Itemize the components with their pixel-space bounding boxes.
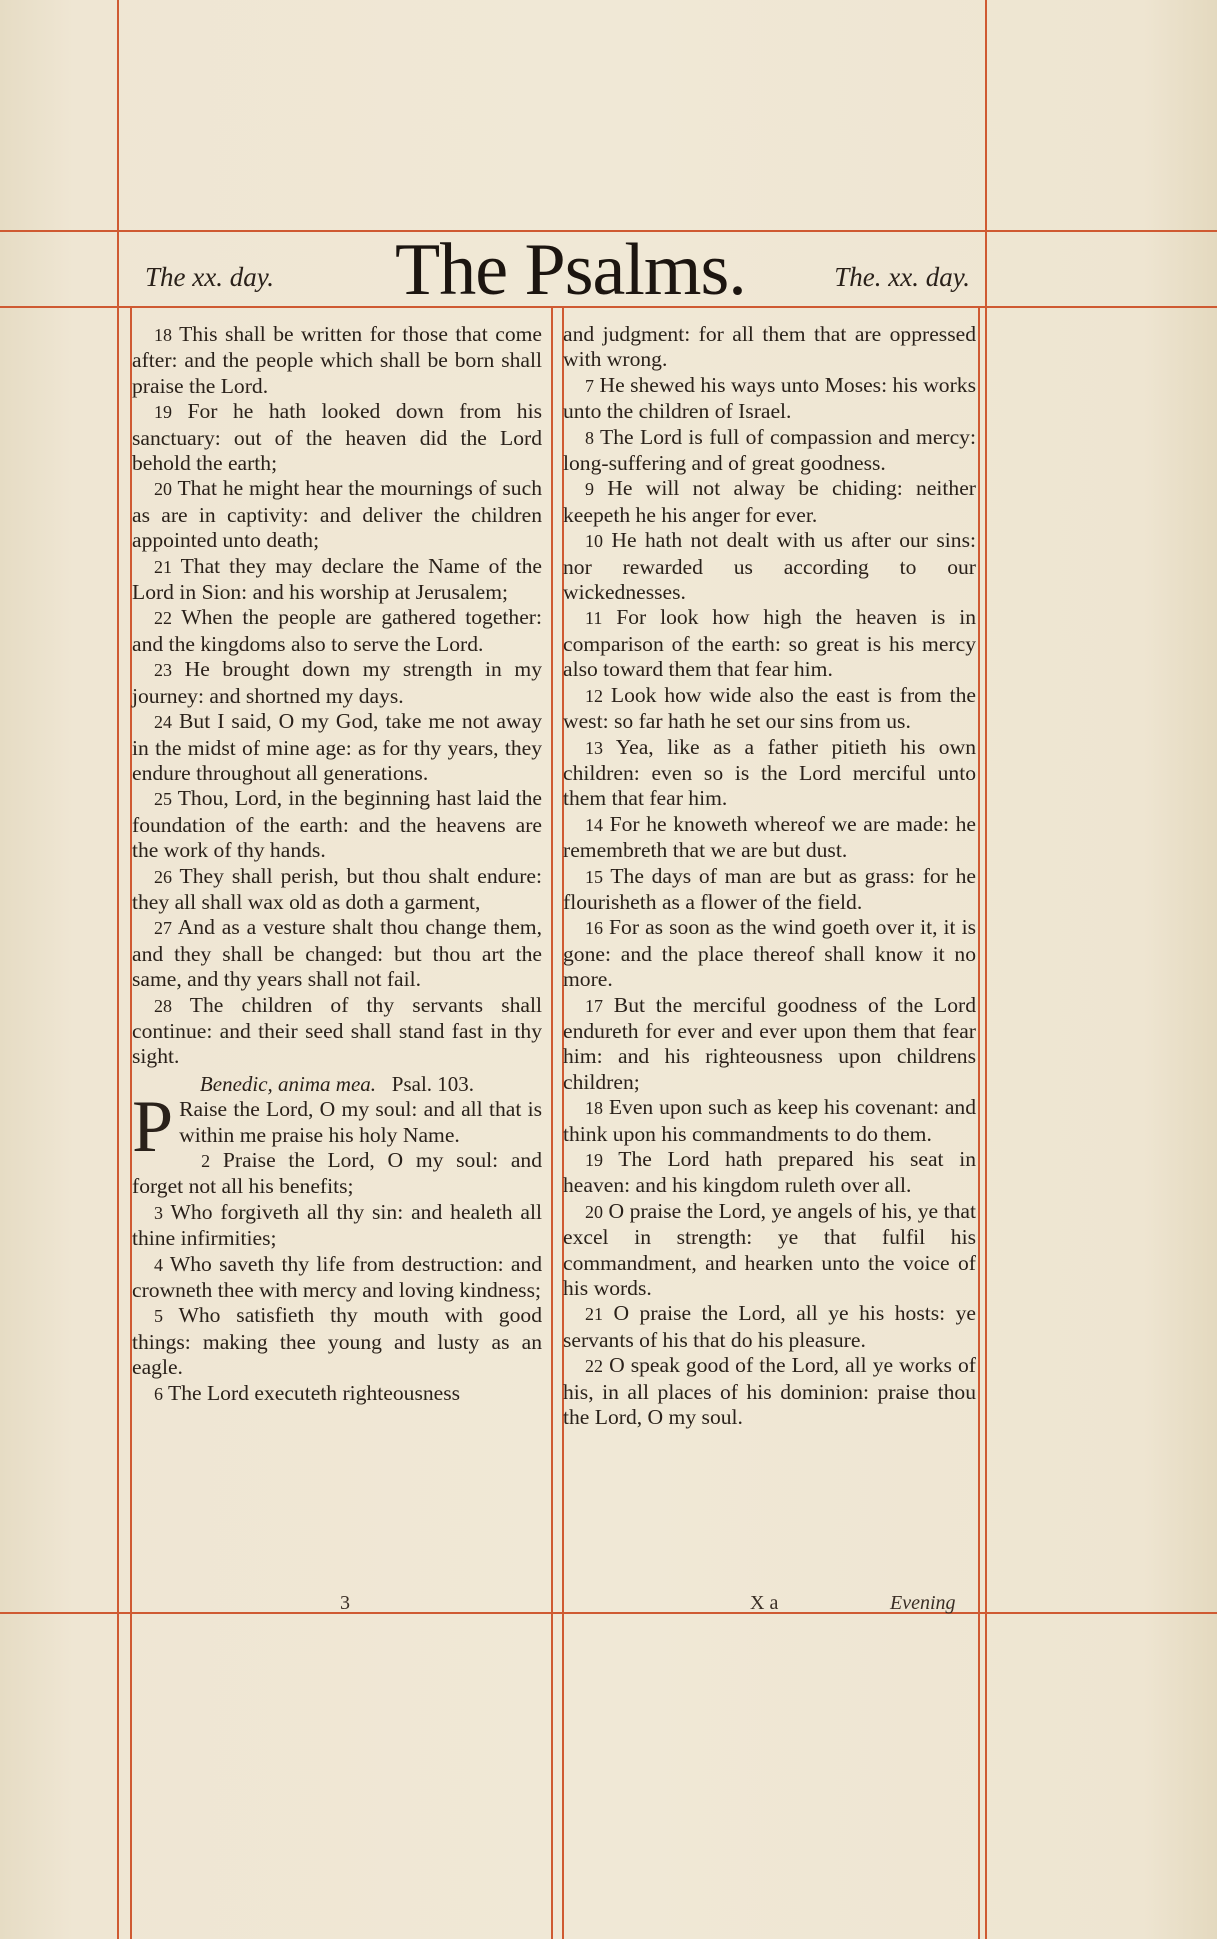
continuation-text: and judgment: for all them that are oppressed with wrong. (563, 322, 976, 372)
verse-number: 18 (585, 1098, 603, 1119)
verse (563, 735, 976, 812)
verse-text: When the people are gathered together: and the kingdoms also to serve the Lord. (132, 605, 542, 656)
verse-number: 20 (154, 479, 172, 500)
verse-text: Even upon such as keep his covenant: and think upon his commandments to do them. (563, 1095, 976, 1146)
verse-text: And as a vesture shalt thou change them, and they shall be changed: but thou art the same, and thy years shall not fail. (132, 915, 542, 992)
verse-text: The Lord is full of compassion and mercy: long-suffering and of great goodness. (563, 424, 976, 476)
verse (132, 399, 542, 476)
right-verses (563, 373, 976, 1431)
verse-number: 24 (154, 712, 172, 733)
header-left-day: The xx. day. (145, 262, 274, 292)
verse-text: He will not alway be chiding: neither keepeth he his anger for ever. (563, 476, 976, 527)
verse (132, 915, 542, 992)
verse-number: 25 (154, 789, 172, 810)
verse-text: That they may declare the Name of the Lord in Sion: and his worship at Jerusalem; (132, 553, 542, 605)
verse-number: 9 (585, 479, 594, 500)
footer-signature-mark: X a (750, 1592, 779, 1614)
verse-number: 15 (585, 866, 603, 887)
rule-right-inner (978, 306, 980, 1939)
verse-number: 22 (154, 608, 172, 629)
verse-number: 5 (154, 1306, 163, 1327)
verse (563, 528, 976, 605)
verse-number: 4 (154, 1254, 163, 1275)
verse-text: That he might hear the mournings of such as are in captivity: and deliver the children appointed unto death; (132, 476, 542, 553)
verse (132, 605, 542, 657)
verse-text: He shewed his ways unto Moses: his works unto the children of Israel. (563, 372, 976, 424)
verse (132, 657, 542, 709)
verse-text: The Lord executeth righteousness (168, 1380, 461, 1405)
verse-text: For he knoweth whereof we are made: he remembreth that we are but dust. (563, 811, 976, 863)
verse-number: 2 (201, 1151, 211, 1171)
verse-text: For as soon as the wind goeth over it, it is gone: and the place thereof shall know it no more. (563, 915, 976, 992)
verse-text: But the merciful goodness of the Lord endureth for ever and ever upon them that fear him: and his righteousness upon childrens children; (563, 992, 976, 1094)
verse (132, 1381, 542, 1407)
verse (132, 554, 542, 606)
verse-number: 14 (585, 814, 603, 835)
verse-number: 13 (585, 737, 603, 758)
verse-number: 7 (585, 375, 594, 396)
verse (563, 1301, 976, 1353)
psalm-first-verse (132, 1086, 542, 1169)
right-column (563, 322, 976, 1430)
verse-text: They shall perish, but thou shalt endure: they all shall wax old as doth a garment, (132, 863, 542, 914)
verse (132, 709, 542, 786)
verse-text: O praise the Lord, ye angels of his, ye that excel in strength: ye that fulfil his commandment, and hearken unto the voice of his words. (563, 1198, 977, 1301)
rule-left-outer (117, 0, 119, 1939)
footer-signature-left: 3 (340, 1592, 350, 1614)
verse-number: 19 (585, 1150, 603, 1170)
verse-text: Praise the Lord, O my soul: and forget not all his benefits; (132, 1148, 543, 1199)
verse-number: 19 (154, 402, 172, 423)
verse (563, 915, 976, 992)
verse (132, 476, 542, 553)
verse (132, 1252, 542, 1304)
dropcap-letter: P (132, 1086, 174, 1169)
verse-text: For look how high the heaven is in comparison of the earth: so great is his mercy also toward them that fear him. (563, 605, 976, 682)
rule-bottom (0, 1612, 1217, 1614)
verse (563, 373, 976, 425)
verse (563, 1147, 976, 1199)
verse (132, 322, 542, 399)
verse-text: For he hath looked down from his sanctuary: out of the heaven did the Lord behold the earth; (132, 399, 542, 476)
verse-number: 26 (154, 866, 172, 887)
verse (563, 476, 976, 528)
verse-number: 11 (585, 608, 603, 629)
footer-catchword: Evening (890, 1592, 956, 1614)
verse-number: 20 (585, 1201, 603, 1222)
verse-number: 17 (585, 995, 603, 1016)
running-head (120, 229, 980, 311)
verse (563, 605, 976, 682)
psalm-heading-number: Psal. 103. (391, 1071, 475, 1096)
verse-text: Thou, Lord, in the beginning hast laid the foundation of the earth: and the heavens are the work of thy hands. (132, 786, 542, 863)
verse (563, 993, 976, 1096)
verse (132, 993, 542, 1070)
rule-center-left (551, 306, 553, 1939)
page-title: The Psalms. (395, 229, 746, 311)
verse (132, 1148, 542, 1200)
verse (563, 683, 976, 735)
verse-text: But I said, O my God, take me not away in the midst of mine age: as for thy years, they endure throughout all generations. (132, 709, 542, 785)
verse-number: 8 (585, 427, 594, 448)
left-verses-bottom (132, 1148, 542, 1407)
verse (563, 1095, 976, 1147)
verse-number: 3 (154, 1202, 163, 1223)
header-right-day: The. xx. day. (834, 262, 970, 292)
verse-text: He hath not dealt with us after our sins: nor rewarded us according to our wickednesses. (563, 528, 976, 605)
left-verses-top (132, 322, 542, 1070)
verse-number: 18 (154, 325, 172, 345)
verse (563, 425, 976, 477)
verse-number: 28 (154, 995, 172, 1016)
verse-text: The days of man are but as grass: for he flourisheth as a flower of the field. (563, 863, 976, 914)
rule-right-outer (985, 0, 987, 1939)
verse (132, 786, 542, 863)
verse-number: 27 (154, 918, 172, 939)
verse (132, 864, 542, 916)
psalm-heading-title: Benedic, anima mea. (199, 1071, 377, 1096)
verse (132, 1200, 542, 1252)
verse-text: Who satisfieth thy mouth with good things: making thee young and lusty as an eagle. (132, 1303, 542, 1380)
psalm-heading (132, 1072, 542, 1097)
verse (563, 1353, 976, 1430)
verse-text: Look how wide also the east is from the west: so far hath he set our sins from us. (563, 682, 976, 734)
verse-text: He brought down my strength in my journey: and shortned my days. (132, 657, 542, 708)
verse-number: 21 (154, 556, 172, 577)
verse-text: The Lord hath prepared his seat in heaven: and his kingdom ruleth over all. (563, 1147, 976, 1198)
verse-number: 10 (585, 531, 603, 552)
verse-number: 16 (585, 918, 603, 939)
verse (563, 812, 976, 864)
verse-text: Yea, like as a father pitieth his own children: even so is the Lord merciful unto them that fear him. (563, 734, 976, 811)
verse-number: 6 (154, 1383, 163, 1404)
verse (563, 864, 976, 916)
verse-text: This shall be written for those that come after: and the people which shall be born shall praise the Lord. (132, 322, 542, 398)
verse-text: Who saveth thy life from destruction: and crowneth thee with mercy and loving kindness; (132, 1251, 543, 1303)
verse-number: 21 (585, 1304, 603, 1325)
verse (563, 1199, 976, 1302)
first-verse-text: Raise the Lord, O my soul: and all that is within me praise his holy Name. (179, 1097, 542, 1147)
verse-text: O praise the Lord, all ye his hosts: ye servants of his that do his pleasure. (563, 1301, 976, 1352)
verse-text: O speak good of the Lord, all ye works of his, in all places of his dominion: praise thou the Lord, O my soul. (563, 1353, 976, 1430)
left-column (132, 322, 542, 1407)
verse-text: Who forgiveth all thy sin: and healeth all thine infirmities; (132, 1199, 542, 1251)
verse-number: 23 (154, 660, 172, 681)
verse-number: 22 (585, 1356, 603, 1377)
verse (132, 1303, 542, 1380)
verse-number: 12 (585, 685, 603, 706)
verse-text: The children of thy servants shall continue: and their seed shall stand fast in thy sight. (132, 992, 543, 1069)
